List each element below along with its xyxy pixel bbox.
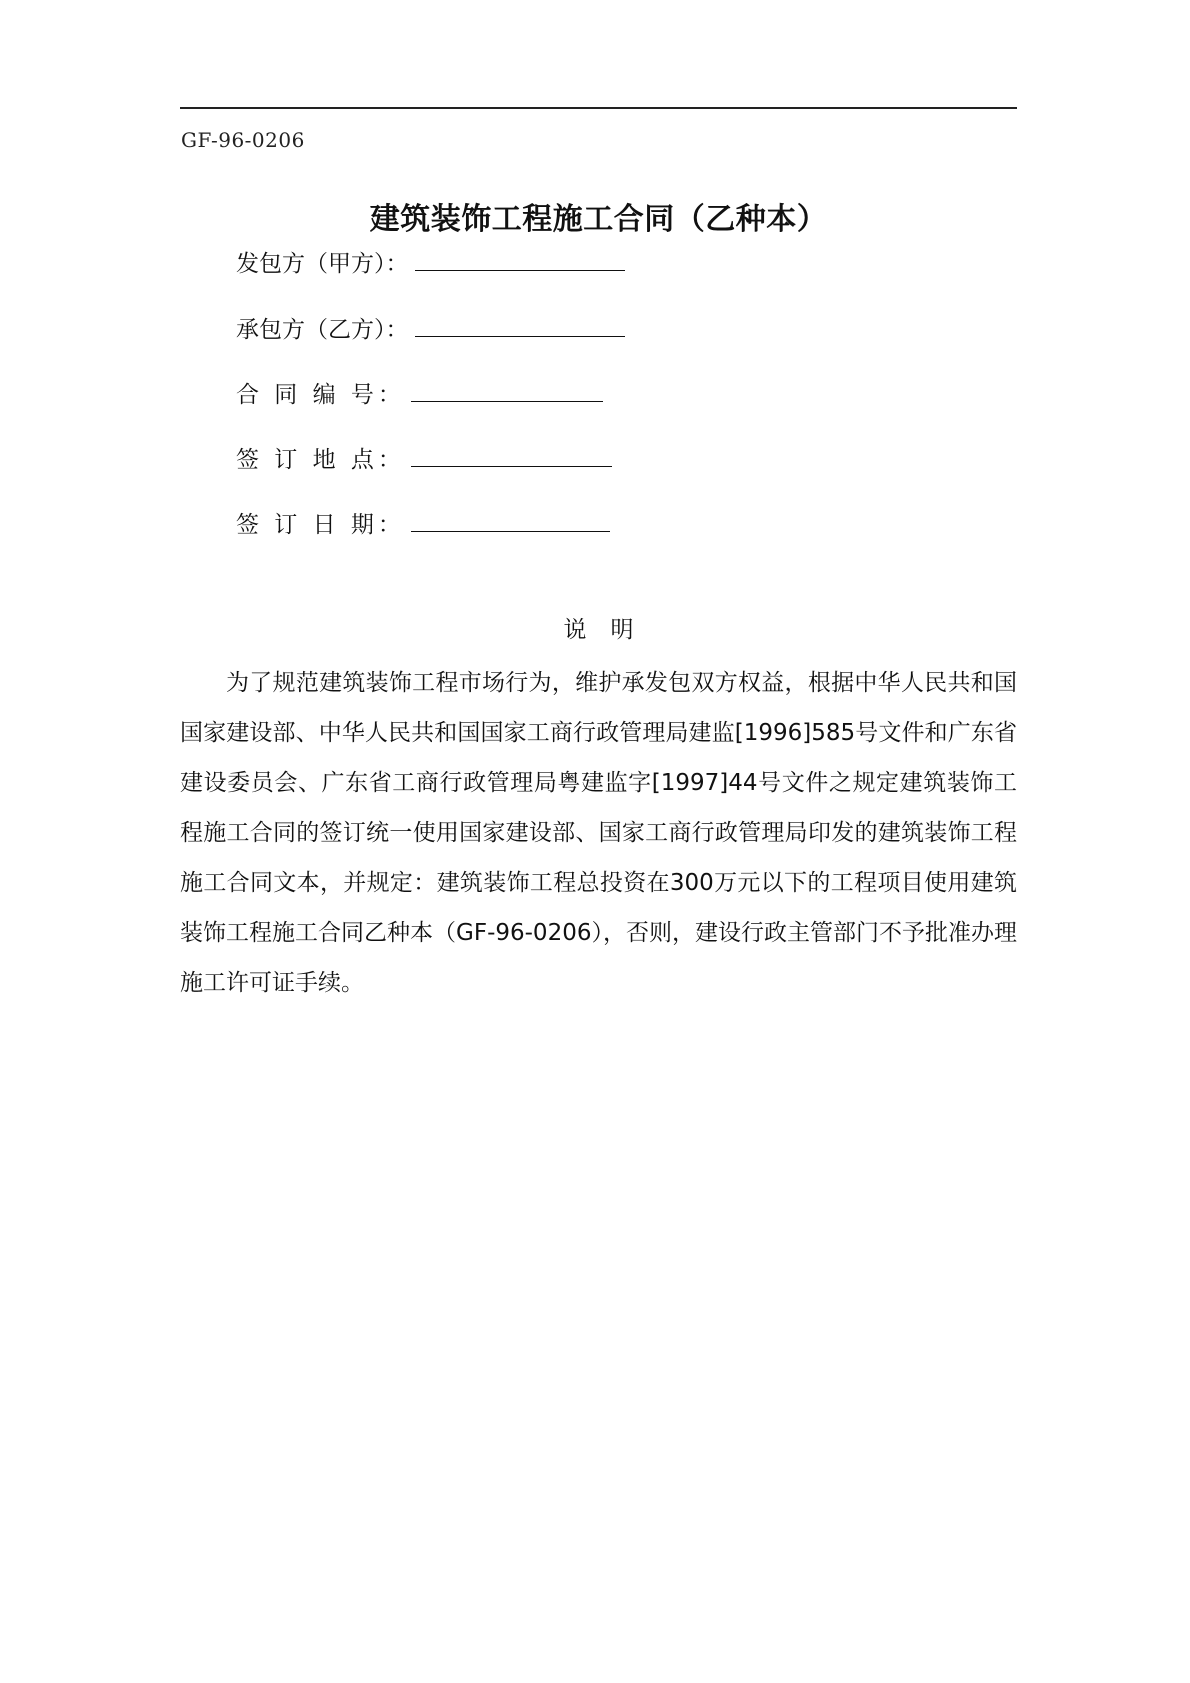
document-code: GF-96-0206 xyxy=(181,128,305,152)
field-employer xyxy=(236,245,625,278)
blank-line xyxy=(411,507,610,532)
field-label: 发包方（甲方）： xyxy=(236,251,409,277)
blank-line xyxy=(411,377,603,402)
field-contractor xyxy=(236,311,625,344)
field-label: 签 订 地 点： xyxy=(236,447,405,473)
field-contract-number xyxy=(236,376,603,409)
field-label: 合 同 编 号： xyxy=(236,382,405,408)
field-signing-place xyxy=(236,441,612,474)
section-heading: 说明 xyxy=(563,617,658,643)
blank-line xyxy=(411,442,612,467)
field-signing-date xyxy=(236,506,610,539)
field-label: 承包方（乙方）： xyxy=(236,317,409,343)
header-rule xyxy=(180,107,1017,109)
blank-line xyxy=(415,312,625,337)
blank-line xyxy=(415,246,625,271)
explanation-paragraph: 为了规范建筑装饰工程市场行为，维护承发包双方权益，根据中华人民共和国国家建设部、中华人民共和国国家工商行政管理局建监[1996]585号文件和广东省建设委员会、广东省工商行政管理局粤建监字[1997]44号文件之规定建筑装饰工程施工合同的签订统一使用国家建设部、国家工商行政管理局印发的建筑装饰工程施工合同文本，并规定：建筑装饰工程总投资在300万元以下的工程项目使用建筑装饰工程施工合同乙种本（GF-96-0206），否则，建设行政主管部门不予批准办理施工许可证手续。 xyxy=(180,670,1017,996)
field-label: 签 订 日 期： xyxy=(236,512,405,538)
document-title: 建筑装饰工程施工合同（乙种本） xyxy=(369,202,828,237)
